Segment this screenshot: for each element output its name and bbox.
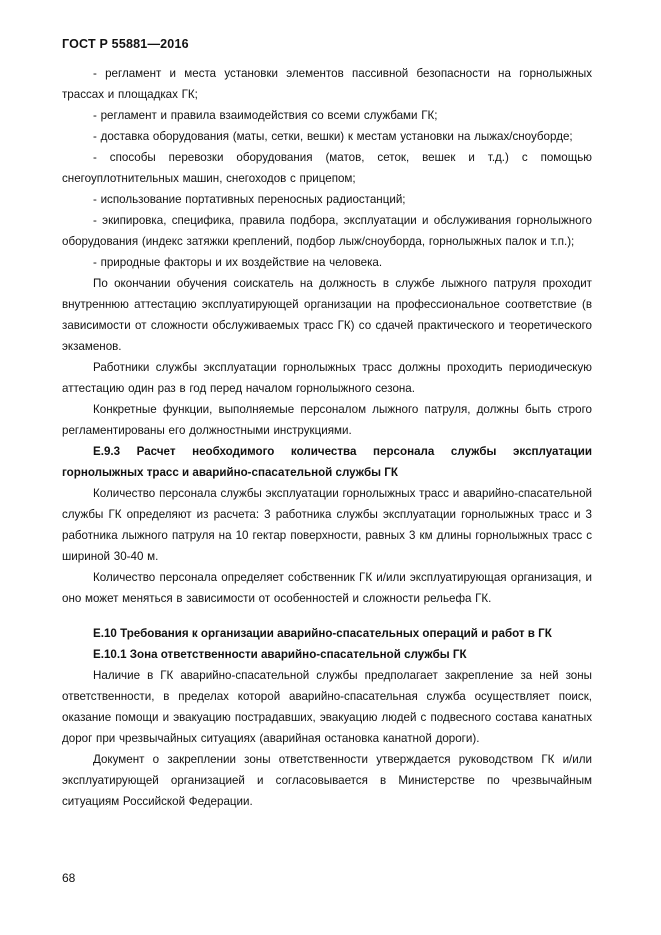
- page-number: 68: [62, 871, 76, 885]
- paragraph-job-functions: Конкретные функции, выполняемые персоналом лыжного патруля, должны быть строго регламентированы его должностными инструкциями.: [62, 403, 592, 437]
- paragraph-staff-owner: Количество персонала определяет собственник ГК и/или эксплуатирующая организация, и оно может меняться в зависимости от особенностей и сложности рельефа ГК.: [62, 571, 592, 605]
- section-heading-e-9-3: Е.9.3 Расчет необходимого количества персонала службы эксплуатации горнолыжных трасс и аварийно-спасательной службы ГК: [62, 445, 592, 479]
- document-header: ГОСТ Р 55881—2016: [62, 37, 189, 51]
- paragraph-zone-document: Документ о закреплении зоны ответственности утверждается руководством ГК и/или эксплуатирующей организацией и согласовывается в Министерстве по чрезвычайным ситуациям Российской Федерации.: [62, 753, 592, 808]
- section-heading-e-10-1: Е.10.1 Зона ответственности аварийно-спасательной службы ГК: [93, 648, 467, 661]
- list-item-radio-stations: - использование портативных переносных радиостанций;: [93, 193, 406, 206]
- list-item-equipment-delivery: - доставка оборудования (маты, сетки, вешки) к местам установки на лыжах/сноуборде;: [93, 130, 573, 143]
- list-item-safety-elements: - регламент и места установки элементов пассивной безопасности на горнолыжных трассах и площадках ГК;: [62, 67, 592, 101]
- list-item-natural-factors: - природные факторы и их воздействие на человека.: [93, 256, 383, 269]
- document-body: [62, 63, 592, 812]
- list-item-interaction-rules: - регламент и правила взаимодействия со всеми службами ГК;: [93, 109, 438, 122]
- paragraph-periodic-attestation: Работники службы эксплуатации горнолыжных трасс должны проходить периодическую аттестацию один раз в год перед началом горнолыжного сезона.: [62, 361, 592, 395]
- paragraph-responsibility-zone: Наличие в ГК аварийно-спасательной службы предполагает закрепление за ней зоны ответственности, в пределах которой аварийно-спасательная служба осуществляет поиск, оказание помощи и эвакуацию пострадавших, эвакуацию людей с подвесного состава канатных дорог при чрезвычайных ситуациях (аварийная остановка канатной дороги).: [62, 669, 592, 745]
- section-heading-e-10: Е.10 Требования к организации аварийно-спасательных операций и работ в ГК: [93, 627, 552, 640]
- section-gap: [62, 609, 592, 623]
- paragraph-staff-calculation: Количество персонала службы эксплуатации горнолыжных трасс и аварийно-спасательной службы ГК определяют из расчета: 3 работника службы эксплуатации горнолыжных трасс и 3 работника лыжного патруля на 10 гектар поверхности, равных 3 км длины горнолыжных трасс с шириной 30-40 м.: [62, 487, 592, 563]
- paragraph-certification: По окончании обучения соискатель на должность в службе лыжного патруля проходит внутреннюю аттестацию эксплуатирующей организации на профессиональное соответствие (в зависимости от сложности обслуживаемых трасс ГК) со сдачей практического и теоретического экзаменов.: [62, 277, 592, 353]
- list-item-ski-equipment: - экипировка, специфика, правила подбора, эксплуатации и обслуживания горнолыжного оборудования (индекс затяжки креплений, подбор лыж/сноуборда, горнолыжных палок и т.п.);: [62, 214, 592, 248]
- list-item-equipment-transport: - способы перевозки оборудования (матов, сеток, вешек и т.д.) с помощью снегоуплотнительных машин, снегоходов с прицепом;: [62, 151, 592, 185]
